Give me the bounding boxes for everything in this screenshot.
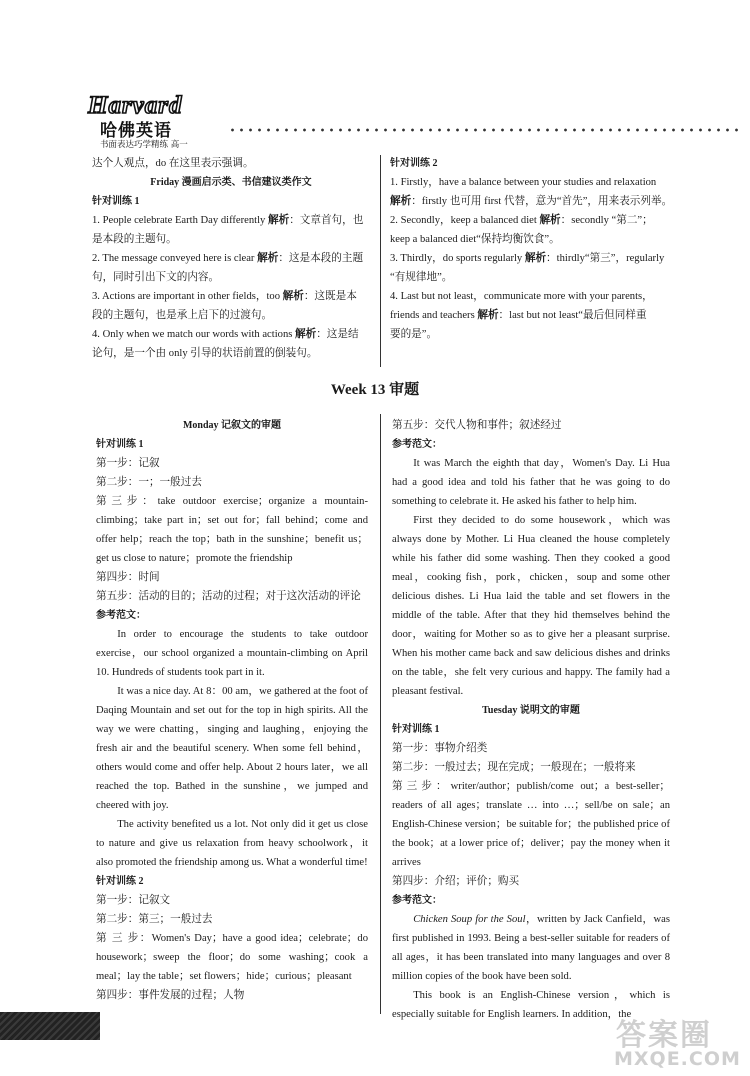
answer-4-cont: friends and teachers 解析：last but not least“最后但同样重 (390, 310, 647, 321)
answer-4: 4. Only when we match our words with actions 解析：这是结 (92, 329, 359, 340)
continued-line: 达个人观点，do 在这里表示强调。 (92, 158, 254, 169)
top-left-section (92, 154, 370, 363)
step-2: 第二步：一般过去；现在完成；一般现在；一般将来 (392, 762, 636, 773)
step-5: 第五步：交代人物和事件；叙述经过 (392, 420, 562, 431)
exercise-label: 针对训练 1 (92, 196, 140, 207)
step-3: 第 三 步：Women's Day；have a good idea；celebrate；do housework；sweep the floor；do some washing；cook a meal；lay the table；set flowers；hide；curious；pleasant (96, 933, 368, 982)
answer-2-cont: 句，同时引出下文的内容。 (92, 272, 220, 283)
answer-3: 3. Thirdly，do sports regularly 解析：thirdly“第三”，regularly (390, 253, 665, 264)
week-title: Week 13 审题 (330, 382, 420, 398)
answer-3-cont: “有规律地”。 (390, 272, 453, 283)
essay-paragraph: It was a nice day. At 8：00 am，we gathered at the foot of Daqing Mountain and set out for the top in high spirits. All the way we were chatting，singing and laughing，enjoying the fresh air and the beautiful scenery. When some fell behind，others would come and offer help. About 2 hours later，we all reached the top. Bathed in the sunshine，we jumped and cheered with joy. (96, 686, 368, 811)
step-2: 第二步：第三；一般过去 (96, 914, 213, 925)
right-column (392, 416, 670, 1024)
answer-3-cont: 段的主题句，也是承上启下的过渡句。 (92, 310, 273, 321)
essay-paragraph: It was March the eighth that day，Women's Day. Li Hua had a good idea and told his father that he was going to do something to celebrate it. He asked his father to help him. (392, 458, 670, 507)
answer-2-cont: keep a balanced diet“保持均衡饮食”。 (390, 234, 560, 245)
reference-label: 参考范文： (392, 439, 442, 450)
step-1: 第一步：记叙文 (96, 895, 171, 906)
answer-1: 1. People celebrate Earth Day differently 解析：文章首句，也 (92, 215, 364, 226)
answer-2: 2. Secondly，keep a balanced diet 解析：secondly “第二”； (390, 215, 653, 226)
book-title: Chicken Soup for the Soul (413, 914, 526, 925)
step-4: 第四步：时间 (96, 572, 160, 583)
essay-paragraph: In order to encourage the students to take outdoor exercise，our school organized a mountain-climbing on April 10. Hundreds of students took part in it. (96, 629, 368, 678)
reference-label: 参考范文： (96, 610, 146, 621)
logo-chinese: 哈佛英语 (100, 121, 172, 141)
page-corner-tab (0, 1012, 100, 1040)
essay-paragraph: This book is an English-Chinese version，which is especially suitable for English learners. In addition，the (392, 990, 670, 1020)
step-3: 第三步：take outdoor exercise；organize a mountain-climbing；take part in；set out for；fall behind；come and offer help；reach the top；bath in the sunshine；benefit us；get us close to nature；promote the friendship (96, 496, 368, 564)
answer-4-cont: 论句，是一个由 only 引导的状语前置的倒装句。 (92, 348, 318, 359)
monday-section (96, 416, 368, 1005)
step-1: 第一步：记叙 (96, 458, 160, 469)
column-divider (380, 414, 381, 1014)
exercise-label: 针对训练 2 (390, 158, 438, 169)
essay-paragraph: First they decided to do some housework，which was always done by Mother. Li Hua cleaned the house completely while his father did some washing. Then they cooked a good meal，cooking fish，pork，chicken，soup and some other delicious dishes. Li Hua laid the table and set flowers in the middle of the table. After that they hid themselves behind the door，waiting for Mother so as to give her a pleasant surprise. When his mother came back and saw delicious dishes and drinks on the table，she felt very curious and happy. The family had a pleasant festival. (392, 515, 670, 697)
logo-subtitle: 书面表达巧学精练 高一 (100, 140, 188, 150)
step-3: 第三步：writer/author；publish/come out；a best-seller；readers of all ages；translate … into …；sell/be on sale；an English-Chinese version；be suitable for；the published price of the book；at a lower price of；deliver；pay the money when it arrives (392, 781, 670, 868)
logo-title: Harvard (88, 92, 183, 119)
step-4: 第四步：事件发展的过程；人物 (96, 990, 245, 1001)
answer-3: 3. Actions are important in other fields，too 解析：这既是本 (92, 291, 357, 302)
friday-heading: Friday 漫画启示类、书信建议类作文 (150, 177, 312, 188)
step-2: 第二步：一；一般过去 (96, 477, 202, 488)
essay-paragraph: The activity benefited us a lot. Not only did it get us close to nature and give us relaxation from heavy schoolwork，it also promoted the friendship among us. What a wonderful time! (96, 819, 368, 868)
monday-heading: Monday 记叙文的审题 (182, 420, 282, 431)
reference-label: 参考范文： (392, 895, 442, 906)
answer-1: 1. Firstly，have a balance between your studies and relaxation (390, 177, 657, 188)
answer-1-note: 解析：firstly 也可用 first 代替，意为“首先”，用来表示列举。 (390, 196, 673, 207)
exercise-label: 针对训练 1 (96, 439, 144, 450)
exercise-label: 针对训练 2 (96, 876, 144, 887)
watermark-text: 答案圈 (616, 1018, 712, 1053)
answer-4-end: 要的是”。 (390, 329, 438, 340)
essay-paragraph: Chicken Soup for the Soul，written by Jack Canfield，was first published in 1993. Being a best-seller suitable for readers of all ages，it has been translated into many languages and over 8 million copies of the book have been sold. (392, 914, 670, 982)
top-right-section (390, 154, 675, 344)
answer-1-cont: 是本段的主题句。 (92, 234, 177, 245)
answer-2: 2. The message conveyed here is clear 解析：这是本段的主题 (92, 253, 364, 264)
header-dotted-rule (228, 128, 740, 132)
step-5: 第五步：活动的目的；活动的过程；对于这次活动的评论 (96, 591, 361, 602)
watermark-url: MXQE.COM (614, 1048, 741, 1070)
column-divider (380, 155, 381, 367)
tuesday-heading: Tuesday 说明文的审题 (482, 705, 580, 716)
watermark (610, 1010, 742, 1072)
exercise-label: 针对训练 1 (392, 724, 440, 735)
step-1: 第一步：事物介绍类 (392, 743, 488, 754)
step-4: 第四步：介绍；评价；购买 (392, 876, 520, 887)
answer-4: 4. Last but not least，communicate more with your parents， (390, 291, 653, 302)
harvard-logo (80, 92, 230, 152)
